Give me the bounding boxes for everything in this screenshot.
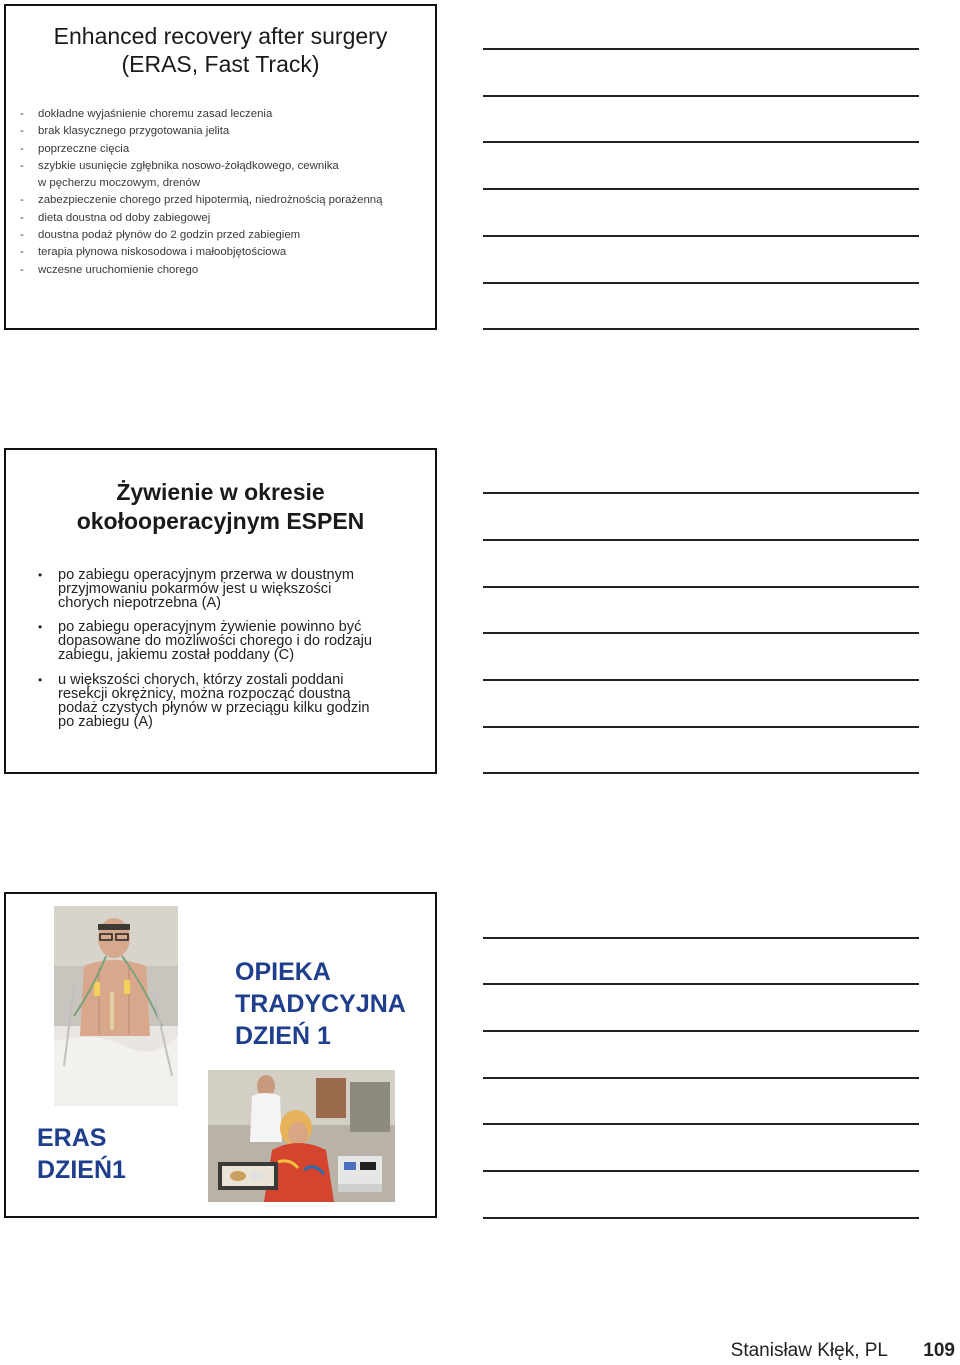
list-item (38, 568, 407, 610)
note-line (483, 95, 919, 97)
list-item (20, 123, 425, 140)
footer-author: Stanisław Kłęk, PL (730, 1340, 888, 1361)
note-line (483, 1170, 919, 1172)
list-item (20, 227, 425, 244)
espen-recommendations-list (38, 568, 407, 739)
list-item (20, 192, 425, 209)
list-item (20, 210, 425, 227)
list-item (20, 158, 425, 193)
list-item-text: - zabezpieczenie chorego przed hipotermią, niedrożnością porażenną (38, 194, 383, 207)
title-line: okołooperacyjnym ESPEN (76, 508, 365, 534)
note-line (483, 1123, 919, 1125)
list-item-text: - doustna podaż płynów do 2 godzin przed zabiegiem (38, 229, 301, 242)
slide-eras-overview (4, 4, 437, 330)
slide-title (6, 478, 435, 536)
title-line: Enhanced recovery after surgery (53, 23, 388, 49)
list-item-text: resekcji okrężnicy, można rozpocząć doustną (58, 685, 351, 702)
list-item-text: - dokładne wyjaśnienie choremu zasad leczenia (38, 108, 273, 120)
label-line: TRADYCYJNA (235, 990, 406, 1018)
slide-espen-nutrition (4, 448, 437, 774)
label-line: DZIEŃ1 (37, 1156, 126, 1184)
list-item-text: po zabiegu (A) (58, 713, 153, 730)
list-item-text: - szybkie usunięcie zgłębnika nosowo-żołądkowego, cewnika (38, 159, 339, 172)
label-line: OPIEKA (235, 958, 331, 986)
list-item (20, 106, 425, 123)
list-item (20, 141, 425, 158)
note-line (483, 726, 919, 728)
title-line: Żywienie w okresie (116, 479, 325, 505)
traditional-care-label (235, 956, 406, 1052)
slide-title (6, 22, 435, 78)
list-item-text: przyjmowaniu pokarmów jest u większości (58, 581, 332, 598)
note-line (483, 1217, 919, 1219)
patient-photo-illustration (54, 906, 178, 1106)
list-item-text: podaż czystych płynów w przeciągu kilku godzin (58, 699, 370, 716)
list-item-text: • u większości chorych, którzy zostali poddani (58, 671, 344, 688)
list-item-text: • po zabiegu operacyjnym przerwa w doustnym (58, 567, 355, 583)
note-line (483, 1030, 919, 1032)
note-line (483, 48, 919, 50)
eras-meal-photo (208, 1070, 395, 1202)
page-number: 109 (923, 1340, 955, 1361)
slide-care-comparison (4, 892, 437, 1218)
title-line: (ERAS, Fast Track) (121, 51, 320, 77)
note-line (483, 539, 919, 541)
patient-photo (54, 906, 178, 1106)
note-line (483, 235, 919, 237)
label-line: DZIEŃ 1 (235, 1022, 331, 1050)
list-item (38, 620, 407, 662)
note-line (483, 983, 919, 985)
list-item-text: chorych niepotrzebna (A) (58, 595, 222, 612)
list-item-text: - poprzeczne cięcia (38, 142, 130, 155)
list-item-text: - wczesne uruchomienie chorego (38, 263, 199, 276)
list-item (20, 244, 425, 261)
notes-area (483, 0, 919, 1365)
note-line (483, 679, 919, 681)
note-line (483, 1077, 919, 1079)
note-line (483, 772, 919, 774)
note-line (483, 937, 919, 939)
list-item-text: w pęcherzu moczowym, drenów (38, 177, 201, 190)
list-item-text: - terapia płynowa niskosodowa i małoobjętościowa (38, 246, 287, 259)
eras-label (37, 1122, 126, 1186)
list-item-text: • po zabiegu operacyjnym żywienie powinno być (58, 619, 362, 636)
eras-meal-photo-illustration (208, 1070, 395, 1202)
list-item (20, 262, 425, 279)
list-item-text: zabiegu, jakiemu został poddany (C) (58, 647, 295, 664)
note-line (483, 328, 919, 330)
note-line (483, 141, 919, 143)
note-line (483, 586, 919, 588)
list-item (38, 673, 407, 729)
note-line (483, 188, 919, 190)
list-item-text: dopasowane do możliwości chorego i do rodzaju (58, 633, 372, 650)
note-line (483, 492, 919, 494)
list-item-text: - dieta doustna od doby zabiegowej (38, 211, 211, 224)
eras-principles-list (20, 106, 425, 279)
note-line (483, 632, 919, 634)
label-line: ERAS (37, 1124, 107, 1152)
note-line (483, 282, 919, 284)
list-item-text: - brak klasycznego przygotowania jelita (38, 125, 230, 138)
